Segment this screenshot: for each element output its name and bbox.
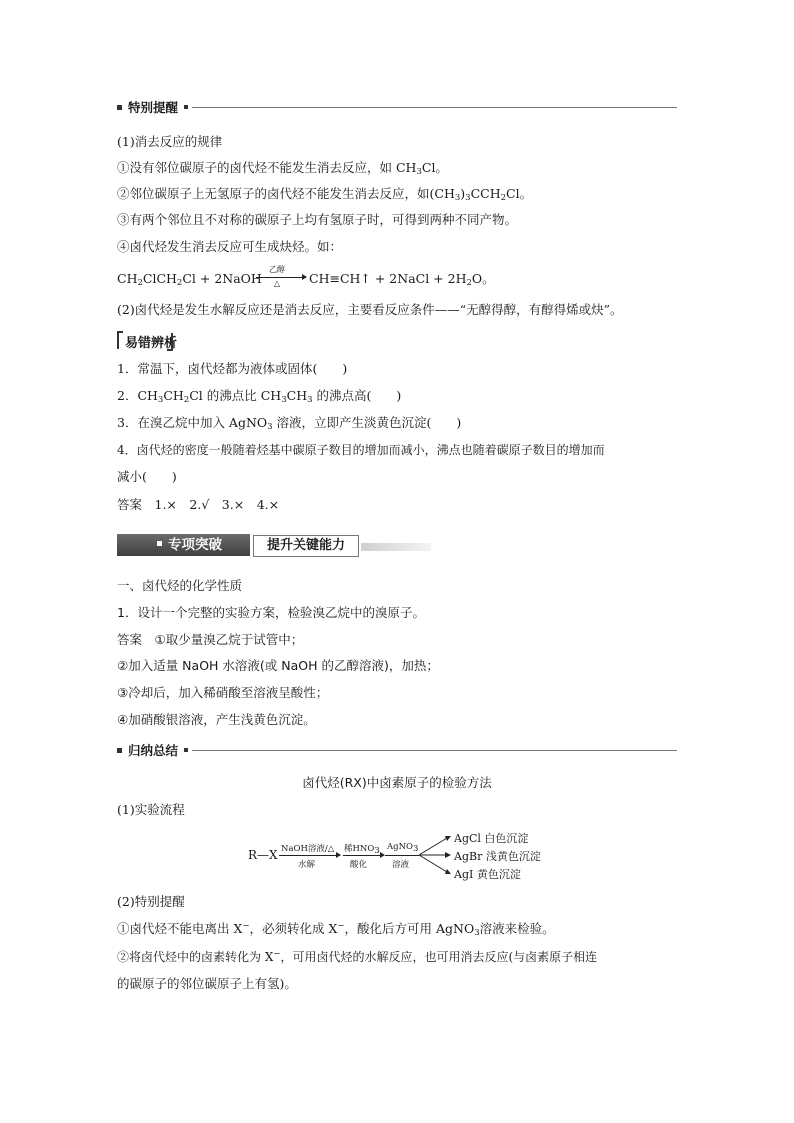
- flow-step3-top: AgNO$_3$: [387, 842, 419, 854]
- square-bullet-icon: [117, 748, 122, 753]
- flow-arrow-2: [343, 855, 381, 856]
- summary-s2-item1: ①卤代烃不能电离出 X−，必须转化成 X−，酸化后方可用 AgNO$_3$溶液来检验。: [117, 921, 555, 938]
- equation-condition-bottom: △: [273, 279, 281, 288]
- flow-step1-top: NaOH溶液/△: [281, 844, 335, 854]
- arrow-head-icon: [336, 852, 341, 858]
- tip-p1-item4: ④卤代烃发生消去反应可生成炔烃。如：: [117, 239, 343, 254]
- summary-header: [117, 742, 677, 758]
- section1-title: 一、卤代烃的化学性质: [117, 578, 243, 593]
- tip-title: 特别提醒: [128, 100, 179, 115]
- flow-step1-bottom: 水解: [298, 860, 316, 870]
- section1-answer4: ④加硝酸银溶液，产生浅黄色沉淀。: [117, 712, 316, 727]
- errors-header: [117, 331, 178, 351]
- section1-question: 1．设计一个完整的实验方案，检验溴乙烷中的溴原子。: [117, 605, 425, 620]
- equation-arrow: [256, 277, 304, 278]
- flow-result-agbr: AgBr 浅黄色沉淀: [454, 850, 541, 863]
- summary-s2-item2-line2: 的碳原子的邻位碳原子上有氢)。: [117, 976, 297, 991]
- arrow-head-icon: [302, 274, 307, 280]
- header-rule: [192, 750, 677, 751]
- tip-header: [117, 99, 677, 115]
- section1-answer1: 答案 ①取少量溴乙烷于试管中；: [117, 632, 304, 647]
- section-banner: [117, 534, 431, 558]
- tip-p2: (2)卤代烃是发生水解反应还是消去反应，主要看反应条件——“无醇得醇，有醇得烯或炔”。: [117, 302, 623, 317]
- equation-right: CH≡CH↑ + 2NaCl + $2H_2O$。: [309, 271, 495, 288]
- tip-p1-head: (1)消去反应的规律: [117, 134, 223, 149]
- flow-result-agi: AgI 黄色沉淀: [454, 868, 521, 881]
- section1-answer2: ②加入适量 NaOH 水溶液(或 NaOH 的乙醇溶液)，加热；: [117, 658, 439, 673]
- summary-title: 归纳总结: [128, 743, 179, 758]
- section1-answer3: ③冷却后，加入稀硝酸至溶液呈酸性；: [117, 685, 329, 700]
- tip-p1-item1: ①没有邻位碳原子的卤代烃不能发生消去反应，如 $CH_3Cl$。: [117, 160, 448, 177]
- flow-step2-bottom: 酸化: [350, 860, 368, 870]
- tip-p1-item3: ③有两个邻位且不对称的碳原子上均有氢原子时，可得到两种不同产物。: [117, 212, 518, 227]
- left-bracket-icon: [117, 331, 123, 349]
- square-bullet-icon: [117, 105, 122, 110]
- flow-arrow-3: [385, 855, 419, 856]
- flow-step3-bottom: 溶液: [392, 860, 410, 870]
- flow-start: R—X: [248, 848, 278, 862]
- method-title: 卤代烃(RX)中卤素原子的检验方法: [302, 775, 492, 790]
- error-q4-line1: 4．卤代烃的密度一般随着烃基中碳原子数目的增加而减小，沸点也随着碳原子数目的增加而: [117, 443, 605, 457]
- banner-right: 提升关键能力: [253, 535, 359, 557]
- error-q2: 2．$CH_3CH_2Cl$ 的沸点比 $CH_3CH_3$ 的沸点高( ): [117, 388, 402, 405]
- equation-left: $CH_2ClCH_2Cl$ + 2NaOH: [117, 271, 262, 288]
- header-rule: [192, 107, 677, 108]
- error-answer: 答案 1.× 2.√ 3.× 4.×: [117, 497, 280, 512]
- branch-arrows: [418, 832, 452, 880]
- equation-condition-top: 乙醇: [269, 265, 285, 274]
- summary-s1: (1)实验流程: [117, 802, 185, 817]
- banner-fade: [361, 543, 431, 551]
- error-q1: 1．常温下，卤代烃都为液体或固体( ): [117, 361, 348, 376]
- banner-left: 专项突破: [117, 534, 250, 556]
- error-q3: 3．在溴乙烷中加入 AgNO$_3$ 溶液，立即产生淡黄色沉淀( ): [117, 415, 462, 432]
- square-bullet-icon: [157, 541, 162, 546]
- summary-s2-item2-line1: ②将卤代烃中的卤素转化为 X−，可用卤代烃的水解反应，也可用消去反应(与卤素原子相连: [117, 949, 598, 964]
- square-bullet-icon: [184, 748, 188, 752]
- tip-p1-item2: ②邻位碳原子上无氢原子的卤代烃不能发生消去反应，如$(CH_3)_3CCH_2Cl$。: [117, 186, 533, 203]
- errors-title: 易错辨析: [125, 336, 178, 351]
- flow-arrow-1: [279, 855, 337, 856]
- right-bracket-icon: [167, 333, 173, 351]
- flow-diagram: [248, 828, 568, 888]
- error-q4-line2: 减小( ): [117, 469, 177, 484]
- summary-s2: (2)特别提醒: [117, 894, 185, 909]
- flow-step2-top: 稀$HNO_3$: [344, 844, 380, 856]
- square-bullet-icon: [184, 105, 188, 109]
- flow-result-agcl: AgCl 白色沉淀: [454, 832, 529, 845]
